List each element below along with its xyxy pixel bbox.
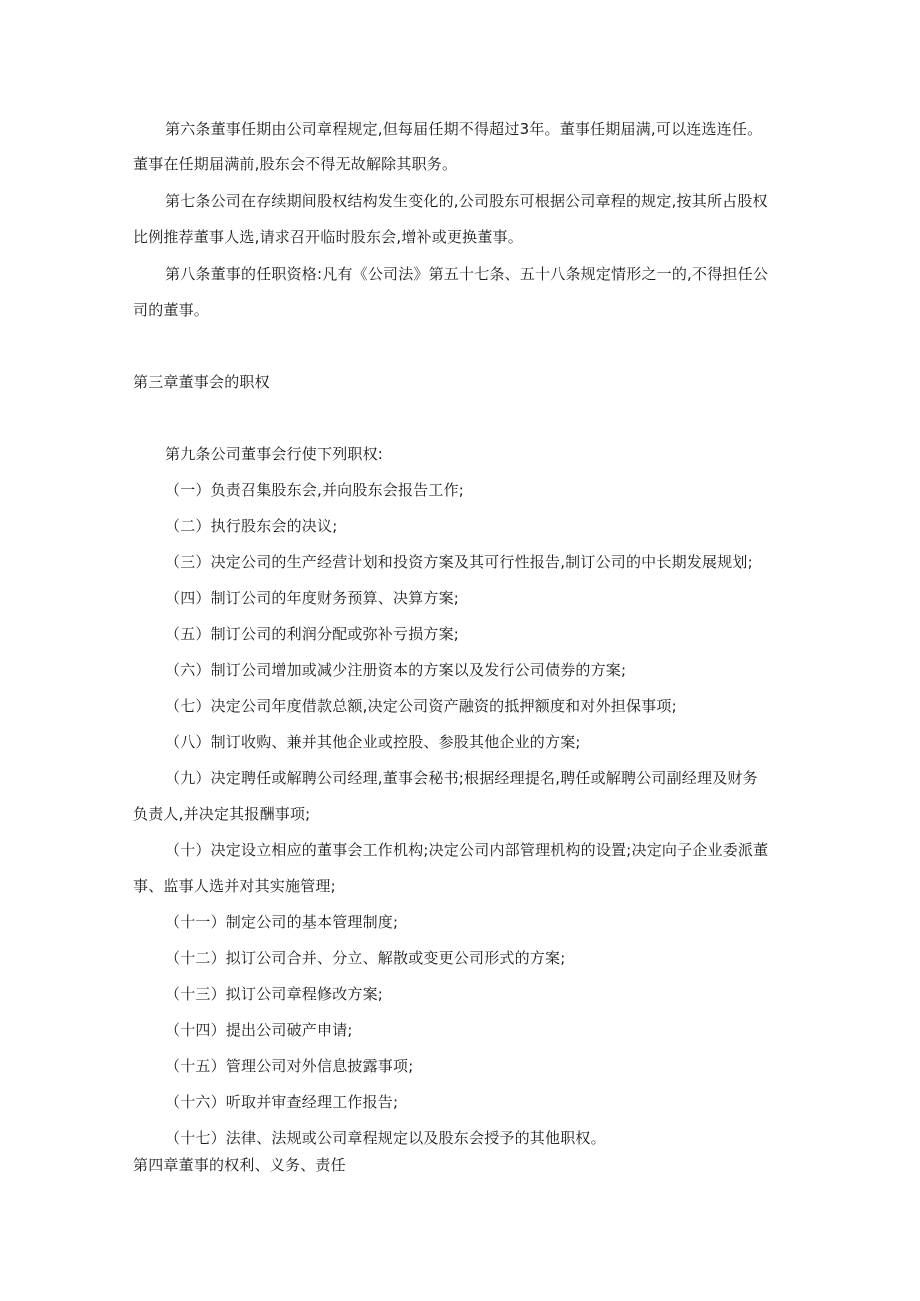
power-item-7: （七）决定公司年度借款总额,决定公司资产融资的抵押额度和对外担保事项; <box>165 697 677 715</box>
power-item-12: （十二）拟订公司合并、分立、解散或变更公司形式的方案; <box>165 949 566 967</box>
power-item-15: （十五）管理公司对外信息披露事项; <box>165 1057 414 1075</box>
power-item-16: （十六）听取并审查经理工作报告; <box>165 1093 399 1111</box>
article-9-intro: 第九条公司董事会行使下列职权: <box>165 445 384 463</box>
power-item-4: （四）制订公司的年度财务预算、决算方案; <box>165 589 460 607</box>
power-item-10-line-2: 事、监事人选并对其实施管理; <box>133 877 336 895</box>
chapter-3-heading: 第三章董事会的职权 <box>133 373 270 391</box>
article-6-line-1: 第六条董事任期由公司章程规定,但每届任期不得超过3年。董事任期届满,可以连选连任。 <box>165 120 763 138</box>
article-7-line-2: 比例推荐董事人选,请求召开临时股东会,增补或更换董事。 <box>133 228 523 246</box>
power-item-5: （五）制订公司的利润分配或弥补亏损方案; <box>165 625 460 643</box>
power-item-6: （六）制订公司增加或减少注册资本的方案以及发行公司债券的方案; <box>165 661 627 679</box>
article-8-line-1: 第八条董事的任职资格:凡有《公司法》第五十七条、五十八条规定情形之一的,不得担任公 <box>165 265 769 283</box>
article-6-line-2: 董事在任期届满前,股东会不得无故解除其职务。 <box>133 155 458 173</box>
power-item-13: （十三）拟订公司章程修改方案; <box>165 985 384 1003</box>
power-item-17: （十七）法律、法规或公司章程规定以及股东会授予的其他职权。 <box>165 1129 606 1147</box>
power-item-9-line-1: （九）决定聘任或解聘公司经理,董事会秘书;根据经理提名,聘任或解聘公司副经理及财务 <box>165 769 758 787</box>
article-8-line-2: 司的董事。 <box>133 301 210 319</box>
chapter-4-heading: 第四章董事的权利、义务、责任 <box>133 1156 346 1174</box>
power-item-2: （二）执行股东会的决议; <box>165 517 338 535</box>
power-item-9-line-2: 负责人,并决定其报酬事项; <box>133 805 311 823</box>
power-item-10-line-1: （十）决定设立相应的董事会工作机构;决定公司内部管理机构的设置;决定向子企业委派董 <box>165 841 769 859</box>
power-item-3: （三）决定公司的生产经营计划和投资方案及其可行性报告,制订公司的中长期发展规划; <box>165 553 753 571</box>
article-7-line-1: 第七条公司在存续期间股权结构发生变化的,公司股东可根据公司章程的规定,按其所占股权 <box>165 192 768 210</box>
power-item-11: （十一）制定公司的基本管理制度; <box>165 913 399 931</box>
power-item-14: （十四）提出公司破产申请; <box>165 1021 353 1039</box>
power-item-8: （八）制订收购、兼并其他企业或控股、参股其他企业的方案; <box>165 733 581 751</box>
power-item-1: （一）负责召集股东会,并向股东会报告工作; <box>165 481 465 499</box>
